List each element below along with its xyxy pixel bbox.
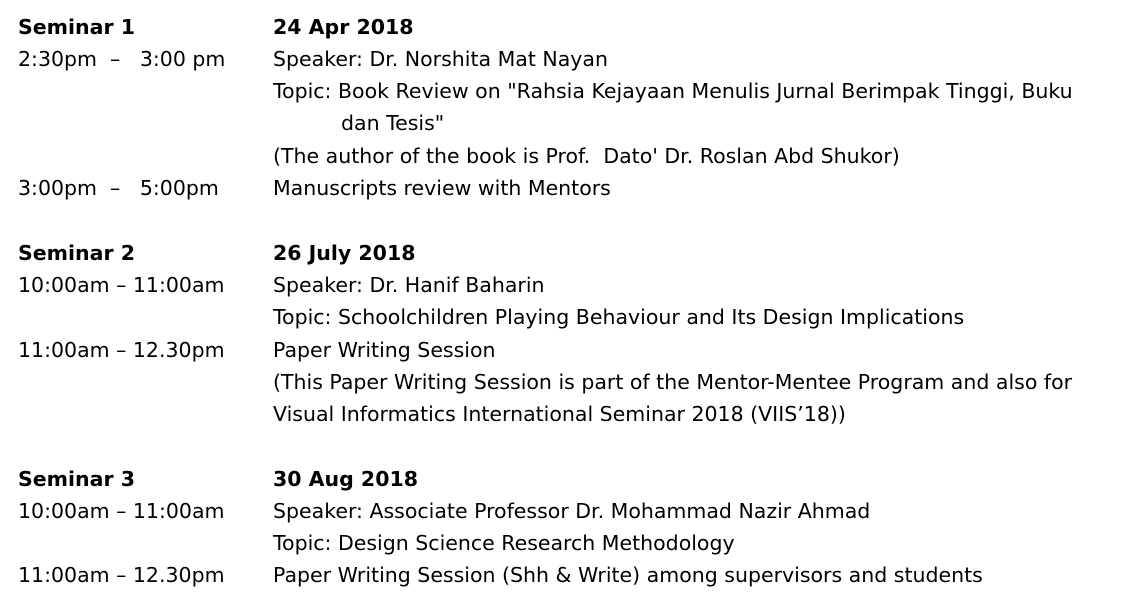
time-slot: 11:00am – 12.30pm <box>18 338 225 362</box>
speaker-line: Speaker: Dr. Hanif Baharin <box>273 273 545 297</box>
seminar-label: Seminar 2 <box>18 241 135 265</box>
note-line: (This Paper Writing Session is part of the Mentor-Mentee Program and also for <box>273 370 1073 394</box>
speaker-line: Speaker: Dr. Norshita Mat Nayan <box>273 47 608 71</box>
time-slot: 3:00pm – 5:00pm <box>18 176 219 200</box>
note-line-continuation: Visual Informatics International Seminar 2018 (VIIS’18)) <box>273 402 846 426</box>
time-slot: 10:00am – 11:00am <box>18 273 225 297</box>
seminar-date: 30 Aug 2018 <box>273 467 418 491</box>
topic-line: Topic: Book Review on "Rahsia Kejayaan Menulis Jurnal Berimpak Tinggi, Buku <box>273 79 1073 103</box>
seminar-date: 24 Apr 2018 <box>273 15 414 39</box>
topic-line: Topic: Schoolchildren Playing Behaviour and Its Design Implications <box>273 305 965 329</box>
activity-line: Paper Writing Session <box>273 338 496 362</box>
activity-line: Paper Writing Session (Shh & Write) among supervisors and students <box>273 563 983 587</box>
time-slot: 2:30pm – 3:00 pm <box>18 47 226 71</box>
topic-line-continuation: dan Tesis" <box>341 111 445 135</box>
note-line: (The author of the book is Prof. Dato' Dr. Roslan Abd Shukor) <box>273 144 900 168</box>
time-slot: 11:00am – 12.30pm <box>18 563 225 587</box>
seminar-date: 26 July 2018 <box>273 241 416 265</box>
seminar-label: Seminar 1 <box>18 15 135 39</box>
seminar-label: Seminar 3 <box>18 467 135 491</box>
time-slot: 10:00am – 11:00am <box>18 499 225 523</box>
topic-line: Topic: Design Science Research Methodology <box>273 531 735 555</box>
activity-line: Manuscripts review with Mentors <box>273 176 611 200</box>
speaker-line: Speaker: Associate Professor Dr. Mohammad Nazir Ahmad <box>273 499 871 523</box>
